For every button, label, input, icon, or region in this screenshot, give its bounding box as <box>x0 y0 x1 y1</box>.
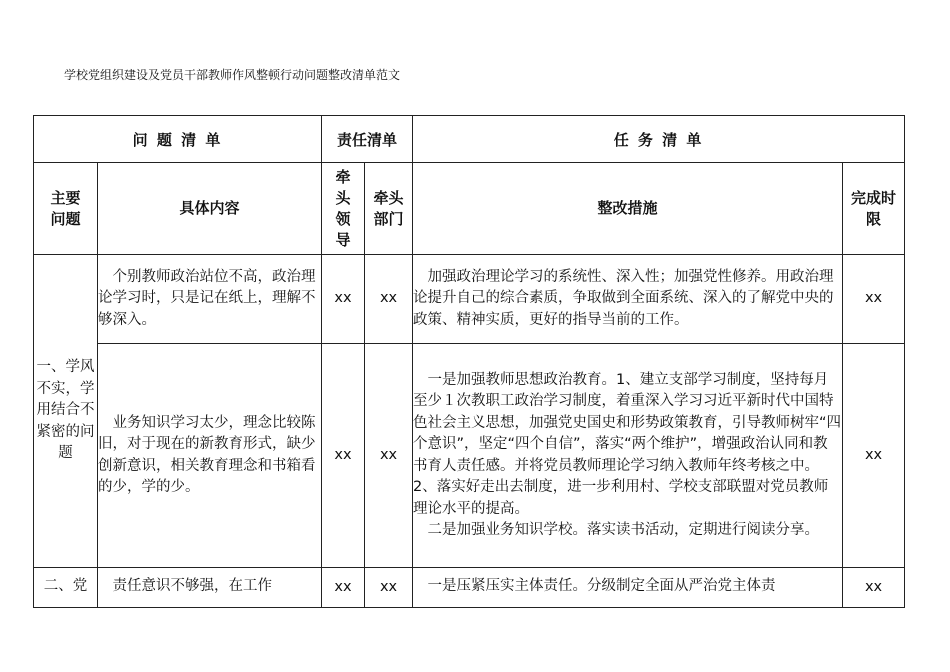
deadline-cell: xx <box>843 344 905 568</box>
subheader-lead-dept: 牵头部门 <box>365 163 413 255</box>
table-row <box>34 255 905 344</box>
issue-cell: 一、学风不实，学用结合不紧密的问题 <box>34 255 98 568</box>
table-row <box>34 344 905 568</box>
dept-cell: xx <box>365 255 413 344</box>
content-text: 个别教师政治站位不高，政治理论学习时，只是记在纸上，理解不够深入。 <box>98 268 316 328</box>
rectification-table <box>33 115 905 608</box>
subheader-measures: 整改措施 <box>413 163 843 255</box>
content-cell <box>98 344 322 568</box>
subheader-deadline: 完成时限 <box>843 163 905 255</box>
content-cell <box>98 255 322 344</box>
document-title: 学校党组织建设及党员干部教师作风整顿行动问题整改清单范文 <box>64 68 401 82</box>
header-row <box>34 116 905 163</box>
measures-cell <box>413 568 843 608</box>
leader-cell: xx <box>322 344 365 568</box>
content-cell <box>98 568 322 608</box>
measures-cell <box>413 255 843 344</box>
measure-paragraph: 一是加强教师思想政治教育。1、建立支部学习制度，坚持每月至少１次教职工政治学习制度，着重深入学习习近平新时代中国特色社会主义思想，加强党史国史和形势政策教育，引导教师树牢“四个意识”，坚定“四个自信”，落实“两个维护”，增强政治认同和教书育人责任感。并将党员教师理论学习纳入教师年终考核之中。2、落实好走出去制度，进一步利用村、学校支部联盟对党员教师理论水平的提高。 <box>413 371 842 517</box>
header-issue-list: 问 题 清 单 <box>34 116 322 163</box>
measure-paragraph: 二是加强业务知识学校。落实读书活动，定期进行阅读分享。 <box>427 522 820 538</box>
measure-paragraph: 加强政治理论学习的系统性、深入性；加强党性修养。用政治理论提升自己的综合素质，争取做到全面系统、深入的了解党中央的政策、精神实质，更好的指导当前的工作。 <box>413 268 834 328</box>
deadline-cell: xx <box>843 568 905 608</box>
subheader-lead-leader: 牵头领导 <box>322 163 365 255</box>
dept-cell: xx <box>365 568 413 608</box>
dept-cell: xx <box>365 344 413 568</box>
header-task-list: 任 务 清 单 <box>413 116 905 163</box>
content-text: 责任意识不够强，在工作 <box>112 578 272 594</box>
measure-paragraph: 一是压紧压实主体责任。分级制定全面从严治党主体责 <box>427 578 776 594</box>
subheader-main-issue: 主要问题 <box>34 163 98 255</box>
header-responsibility-list: 责任清单 <box>322 116 413 163</box>
content-text: 业务知识学习太少，理念比较陈旧，对于现在的新教育形式，缺少创新意识，相关教育理念和书箱看的少，学的少。 <box>98 414 316 495</box>
subheader-row <box>34 163 905 255</box>
measures-cell <box>413 344 843 568</box>
leader-cell: xx <box>322 568 365 608</box>
issue-cell: 二、党 <box>34 568 98 608</box>
leader-cell: xx <box>322 255 365 344</box>
deadline-cell: xx <box>843 255 905 344</box>
subheader-content: 具体内容 <box>98 163 322 255</box>
table-row <box>34 568 905 608</box>
